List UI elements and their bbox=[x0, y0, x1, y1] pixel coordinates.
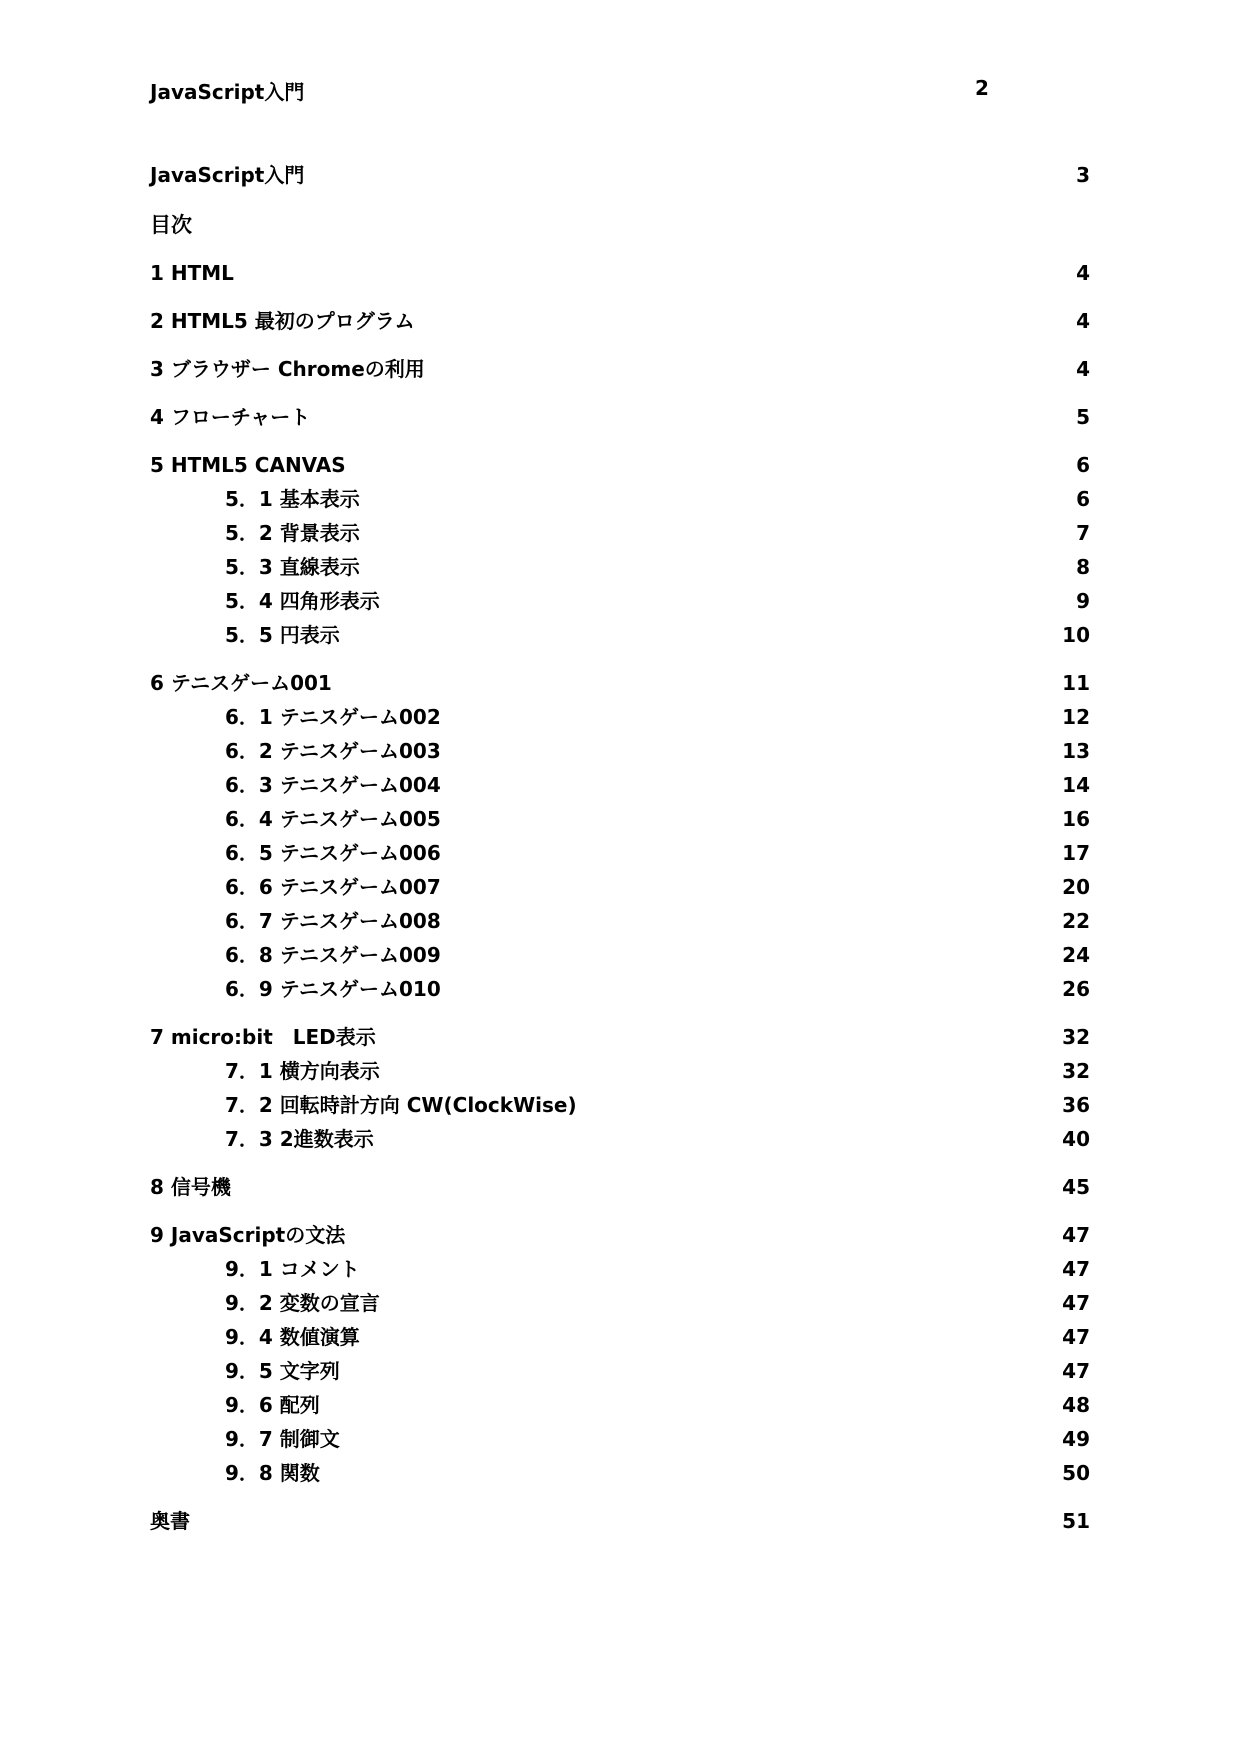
toc-entry[interactable] bbox=[150, 256, 1090, 290]
toc-entry-page: 22 bbox=[1062, 909, 1090, 933]
toc-entry-page: 5 bbox=[1076, 405, 1090, 429]
toc-entry[interactable] bbox=[150, 352, 1090, 386]
toc-subentry[interactable] bbox=[150, 870, 1090, 904]
toc-subentry[interactable] bbox=[150, 1422, 1090, 1456]
toc-subentry[interactable] bbox=[150, 550, 1090, 584]
toc-entry-page: 14 bbox=[1062, 773, 1090, 797]
header-page-number: 2 bbox=[975, 76, 989, 100]
toc-entry-page: 9 bbox=[1076, 589, 1090, 613]
toc-heading-label: 目次 bbox=[150, 213, 192, 237]
toc-entry-label: 7 micro:bit LED表示 bbox=[150, 1025, 376, 1049]
toc-subentry[interactable] bbox=[150, 904, 1090, 938]
toc-entry[interactable] bbox=[150, 1218, 1090, 1252]
toc-entry-label: 6．8 テニスゲーム009 bbox=[225, 943, 441, 967]
toc-entry-page: 8 bbox=[1076, 555, 1090, 579]
toc-entry-label: 7．1 横方向表示 bbox=[225, 1059, 380, 1083]
toc-entry-label: 5．5 円表示 bbox=[225, 623, 340, 647]
toc-entry-label: JavaScript入門 bbox=[150, 163, 305, 187]
toc-entry-label: 6．4 テニスゲーム005 bbox=[225, 807, 441, 831]
toc-subentry[interactable] bbox=[150, 768, 1090, 802]
toc-entry-page: 6 bbox=[1076, 487, 1090, 511]
toc-entry-page: 45 bbox=[1062, 1175, 1090, 1199]
toc-entry-label: 5．2 背景表示 bbox=[225, 521, 360, 545]
toc-entry[interactable] bbox=[150, 1020, 1090, 1054]
toc-subentry[interactable] bbox=[150, 618, 1090, 652]
toc-entry-label: 6 テニスゲーム001 bbox=[150, 671, 332, 695]
toc-entry-label: 9 JavaScriptの文法 bbox=[150, 1223, 346, 1247]
toc-entry-page: 11 bbox=[1062, 671, 1090, 695]
toc-subentry[interactable] bbox=[150, 972, 1090, 1006]
toc-entry-label: 1 HTML bbox=[150, 261, 234, 285]
toc-subentry[interactable] bbox=[150, 734, 1090, 768]
toc-entry-label: 9．1 コメント bbox=[225, 1257, 360, 1281]
toc-entry-label: 5．3 直線表示 bbox=[225, 555, 360, 579]
toc-entry-page: 48 bbox=[1062, 1393, 1090, 1417]
toc-entry-label: 3 ブラウザー Chromeの利用 bbox=[150, 357, 425, 381]
toc-subentry[interactable] bbox=[150, 1252, 1090, 1286]
toc-entry-page: 50 bbox=[1062, 1461, 1090, 1485]
toc-entry-label: 6．5 テニスゲーム006 bbox=[225, 841, 441, 865]
toc-entry-label: 5．1 基本表示 bbox=[225, 487, 360, 511]
toc-entry-page: 6 bbox=[1076, 453, 1090, 477]
toc-entry-page: 3 bbox=[1076, 163, 1090, 187]
toc-entry[interactable] bbox=[150, 448, 1090, 482]
toc-heading bbox=[150, 208, 1090, 242]
toc-entry-label: 6．3 テニスゲーム004 bbox=[225, 773, 441, 797]
toc-entry-page: 24 bbox=[1062, 943, 1090, 967]
toc-entry-page: 16 bbox=[1062, 807, 1090, 831]
toc-subentry[interactable] bbox=[150, 1054, 1090, 1088]
toc-entry-page: 47 bbox=[1062, 1257, 1090, 1281]
toc-entry-page: 47 bbox=[1062, 1359, 1090, 1383]
toc-subentry[interactable] bbox=[150, 1456, 1090, 1490]
toc-subentry[interactable] bbox=[150, 802, 1090, 836]
toc-entry[interactable] bbox=[150, 666, 1090, 700]
toc-entry-page: 10 bbox=[1062, 623, 1090, 647]
toc-entry-label: 6．6 テニスゲーム007 bbox=[225, 875, 441, 899]
toc-entry-label: 5．4 四角形表示 bbox=[225, 589, 380, 613]
toc-entry-label: 9．4 数値演算 bbox=[225, 1325, 360, 1349]
toc-entry[interactable] bbox=[150, 304, 1090, 338]
toc-subentry[interactable] bbox=[150, 700, 1090, 734]
toc-subentry[interactable] bbox=[150, 1286, 1090, 1320]
toc-entry-page: 4 bbox=[1076, 357, 1090, 381]
toc-entry-page: 20 bbox=[1062, 875, 1090, 899]
toc-entry-page: 4 bbox=[1076, 261, 1090, 285]
header-title: JavaScript入門 bbox=[150, 80, 305, 104]
toc-subentry[interactable] bbox=[150, 1088, 1090, 1122]
toc-entry-label: 7．3 2進数表示 bbox=[225, 1127, 374, 1151]
toc-entry-page: 4 bbox=[1076, 309, 1090, 333]
toc-subentry[interactable] bbox=[150, 938, 1090, 972]
toc-entry-page: 47 bbox=[1062, 1325, 1090, 1349]
toc-entry-page: 36 bbox=[1062, 1093, 1090, 1117]
toc-entry-page: 47 bbox=[1062, 1291, 1090, 1315]
toc-entry-page: 26 bbox=[1062, 977, 1090, 1001]
toc-entry-page: 32 bbox=[1062, 1059, 1090, 1083]
toc-entry-label: 9．2 変数の宣言 bbox=[225, 1291, 380, 1315]
toc-entry-label: 6．9 テニスゲーム010 bbox=[225, 977, 441, 1001]
toc-entry-label: 4 フローチャート bbox=[150, 405, 311, 429]
toc-entry[interactable] bbox=[150, 1504, 1090, 1538]
toc-entry-label: 2 HTML5 最初のプログラム bbox=[150, 309, 415, 333]
toc-entry-page: 51 bbox=[1062, 1509, 1090, 1533]
toc-entry-page: 13 bbox=[1062, 739, 1090, 763]
toc-entry-page: 40 bbox=[1062, 1127, 1090, 1151]
toc-entry[interactable] bbox=[150, 1170, 1090, 1204]
toc-entry-label: 9．6 配列 bbox=[225, 1393, 320, 1417]
toc-entry-page: 49 bbox=[1062, 1427, 1090, 1451]
toc-entry-label: 9．5 文字列 bbox=[225, 1359, 340, 1383]
toc-entry-page: 7 bbox=[1076, 521, 1090, 545]
toc-subentry[interactable] bbox=[150, 1354, 1090, 1388]
toc-entry-label: 奥書 bbox=[150, 1509, 190, 1533]
toc-entry-page: 12 bbox=[1062, 705, 1090, 729]
toc-entry-label: 6．1 テニスゲーム002 bbox=[225, 705, 441, 729]
toc-subentry[interactable] bbox=[150, 1388, 1090, 1422]
toc-subentry[interactable] bbox=[150, 836, 1090, 870]
toc-entry-page: 17 bbox=[1062, 841, 1090, 865]
toc-title-entry[interactable] bbox=[150, 158, 1090, 194]
toc-entry-label: 9．7 制御文 bbox=[225, 1427, 340, 1451]
toc-entry-label: 9．8 関数 bbox=[225, 1461, 320, 1485]
toc-entry-label: 8 信号機 bbox=[150, 1175, 231, 1199]
table-of-contents bbox=[150, 158, 1090, 1538]
page-header bbox=[150, 76, 990, 106]
toc-entry-label: 6．7 テニスゲーム008 bbox=[225, 909, 441, 933]
toc-entry[interactable] bbox=[150, 400, 1090, 434]
toc-entry-label: 6．2 テニスゲーム003 bbox=[225, 739, 441, 763]
toc-subentry[interactable] bbox=[150, 1122, 1090, 1156]
toc-subentry[interactable] bbox=[150, 1320, 1090, 1354]
toc-entry-label: 5 HTML5 CANVAS bbox=[150, 453, 346, 477]
toc-entry-label: 7．2 回転時計方向 CW(ClockWise) bbox=[225, 1093, 577, 1117]
toc-subentry[interactable] bbox=[150, 482, 1090, 516]
toc-subentry[interactable] bbox=[150, 584, 1090, 618]
toc-subentry[interactable] bbox=[150, 516, 1090, 550]
toc-entry-page: 47 bbox=[1062, 1223, 1090, 1247]
toc-entries bbox=[150, 256, 1090, 1538]
toc-entry-page: 32 bbox=[1062, 1025, 1090, 1049]
